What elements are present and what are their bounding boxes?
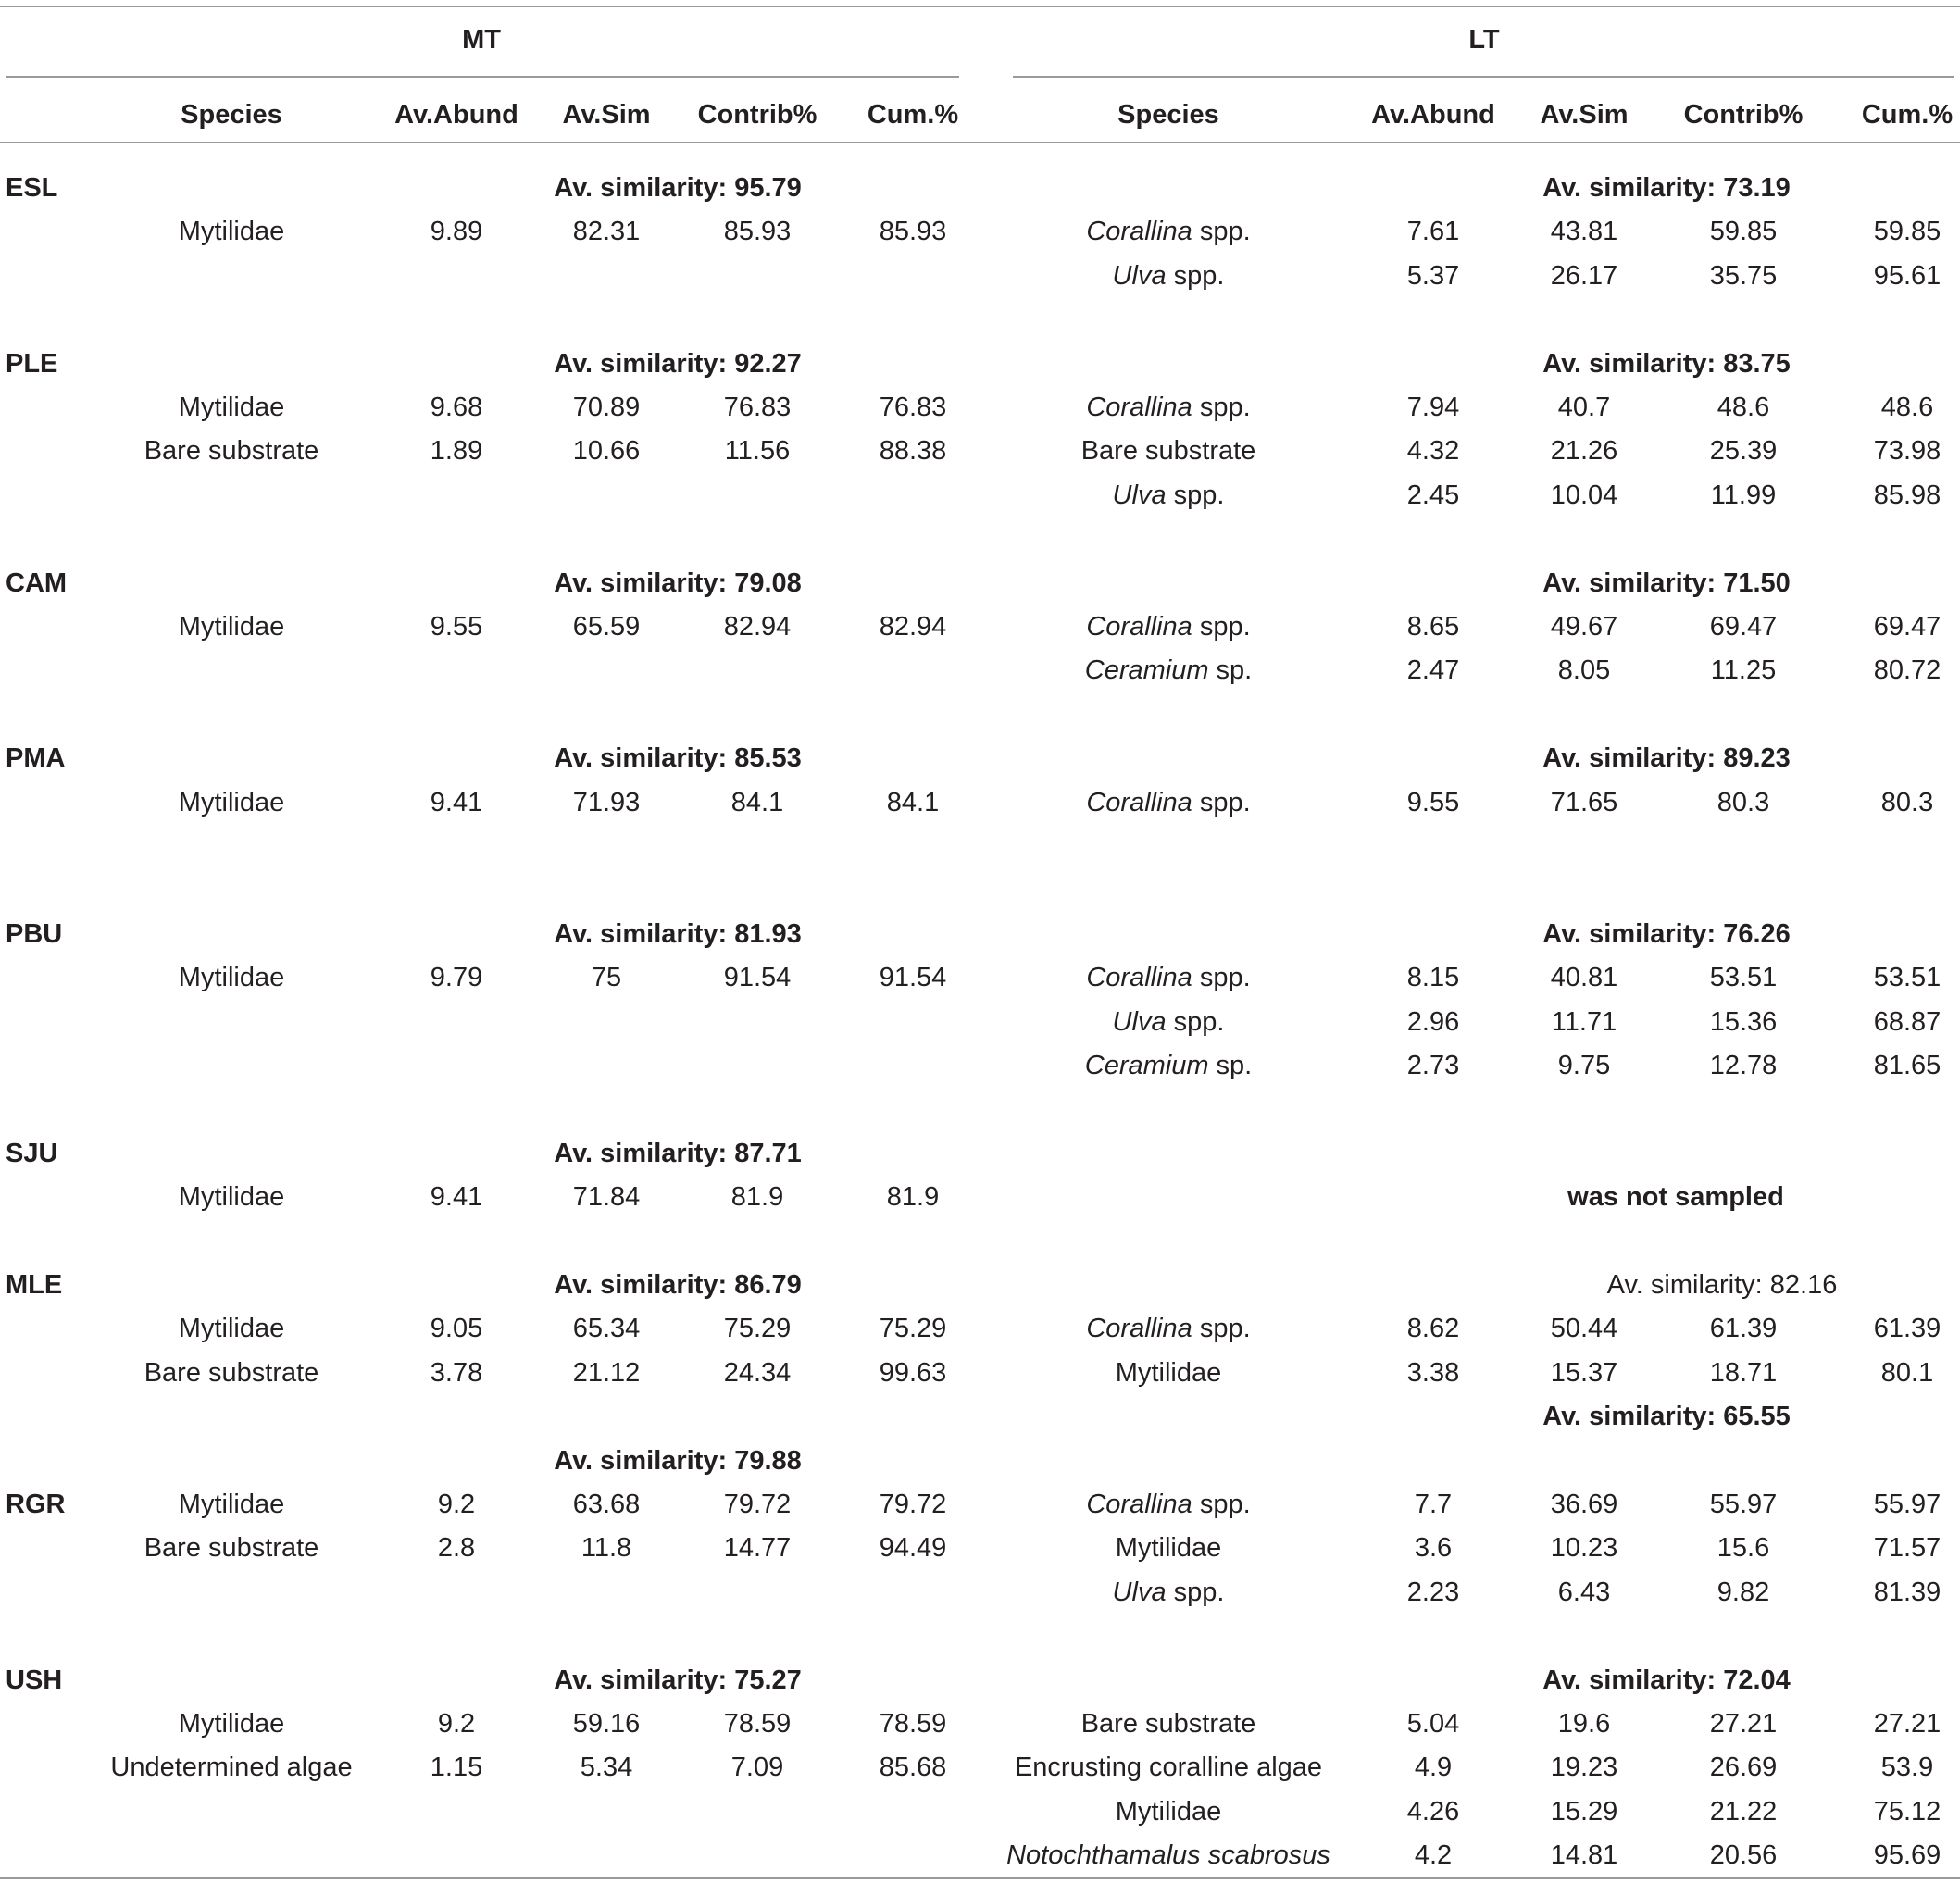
lt-species-cell <box>1086 965 1250 991</box>
mt-cum-header: Cum.% <box>867 100 959 130</box>
lt-note-sju: was not sampled <box>1567 1182 1784 1213</box>
mt-abund-cell: 9.41 <box>430 1182 483 1213</box>
lt-similarity-cam: Av. similarity: 71.50 <box>1542 567 1791 598</box>
lt-species-cell <box>1006 1842 1330 1869</box>
mt-similarity-ple: Av. similarity: 92.27 <box>554 348 802 379</box>
mt-sim-cell: 71.93 <box>572 787 641 817</box>
lt-cum-cell: 61.39 <box>1873 1314 1941 1344</box>
species-name-rest: spp. <box>1166 1577 1225 1607</box>
mt-cum-cell: 76.83 <box>879 393 947 422</box>
lt-abund-cell: 2.73 <box>1406 1051 1460 1080</box>
lt-cum-cell: 95.69 <box>1873 1840 1941 1871</box>
lt-similarity-esl: Av. similarity: 73.19 <box>1542 173 1791 203</box>
lt-abund-cell: 5.37 <box>1406 260 1460 291</box>
lt-abund-cell: 7.61 <box>1406 217 1460 247</box>
lt-sim-cell: 9.75 <box>1557 1051 1611 1080</box>
mt-contrib-cell: 14.77 <box>723 1533 792 1564</box>
lt-sim-cell: 8.05 <box>1557 655 1611 686</box>
species-name-rest: spp. <box>1192 1314 1251 1344</box>
lt-contrib-cell: 12.78 <box>1709 1051 1778 1080</box>
mt-similarity-sju: Av. similarity: 87.71 <box>554 1138 802 1168</box>
lt-cum-cell: 69.47 <box>1873 612 1941 642</box>
mt-contrib-cell: 85.93 <box>723 217 792 247</box>
lt-similarity-mle: Av. similarity: 82.16 <box>1606 1270 1838 1300</box>
mt-similarity-pma: Av. similarity: 85.53 <box>554 743 802 774</box>
species-name-rest: Encrusting coralline algae <box>1014 1752 1323 1783</box>
species-name-rest: spp. <box>1192 963 1251 993</box>
lt-sim-cell: 26.17 <box>1550 260 1618 291</box>
lt-abund-cell: 2.45 <box>1406 480 1460 510</box>
lt-species-cell <box>1115 1357 1222 1388</box>
lt-contrib-cell: 80.3 <box>1717 787 1770 817</box>
lt-av-sim-header: Av.Sim <box>1540 100 1629 130</box>
mt-contrib-cell: 76.83 <box>723 393 792 422</box>
lt-abund-cell: 7.94 <box>1406 393 1460 422</box>
species-name-rest: Mytilidae <box>1115 1796 1222 1827</box>
lt-sim-cell: 40.7 <box>1557 393 1611 422</box>
lt-species-cell <box>1115 1796 1222 1827</box>
mt-similarity-rgr: Av. similarity: 79.88 <box>554 1445 802 1476</box>
lt-cum-cell: 80.1 <box>1880 1357 1934 1388</box>
mt-species-cell: Mytilidae <box>178 393 285 422</box>
lt-cum-cell: 27.21 <box>1873 1709 1941 1739</box>
mt-cum-cell: 85.93 <box>879 217 947 247</box>
mt-species-cell: Bare substrate <box>144 1357 319 1388</box>
species-name-rest: spp. <box>1166 260 1225 291</box>
species-genus-italic: Corallina <box>1086 787 1192 817</box>
mt-contrib-cell: 81.9 <box>730 1182 784 1213</box>
lt-contrib-cell: 69.47 <box>1709 612 1778 642</box>
lt-species-cell <box>1112 260 1225 291</box>
mt-species-cell: Mytilidae <box>178 612 285 642</box>
mt-species-cell: Mytilidae <box>178 963 285 993</box>
mt-group-rule <box>6 76 959 78</box>
lt-abund-cell: 4.26 <box>1406 1796 1460 1827</box>
species-genus-italic: Ulva <box>1112 1577 1167 1607</box>
lt-sim-cell: 14.81 <box>1550 1840 1618 1871</box>
lt-species-cell <box>1081 1711 1256 1738</box>
mt-abund-cell: 9.2 <box>437 1709 476 1739</box>
lt-similarity-ush: Av. similarity: 72.04 <box>1542 1665 1791 1695</box>
lt-abund-cell: 4.9 <box>1414 1752 1453 1783</box>
lt-species-header: Species <box>1117 100 1219 130</box>
species-genus-italic: Corallina <box>1086 1314 1192 1344</box>
mt-abund-cell: 3.78 <box>430 1357 483 1388</box>
mt-species-cell: Undetermined algae <box>110 1752 353 1783</box>
mt-sim-cell: 82.31 <box>572 217 641 247</box>
lt-contrib-cell: 25.39 <box>1709 436 1778 467</box>
mt-sim-cell: 63.68 <box>572 1490 641 1519</box>
species-name-rest: spp. <box>1192 393 1251 422</box>
lt-contrib-cell: 35.75 <box>1709 260 1778 291</box>
lt-contrib-cell: 61.39 <box>1709 1314 1778 1344</box>
species-name-rest: spp. <box>1166 480 1225 510</box>
lt-cum-cell: 59.85 <box>1873 217 1941 247</box>
lt-species-cell <box>1015 1754 1322 1781</box>
lt-species-cell <box>1086 218 1250 245</box>
lt-contrib-cell: 11.99 <box>1710 480 1777 510</box>
species-name-rest: spp. <box>1166 1006 1225 1037</box>
lt-similarity-pbu: Av. similarity: 76.26 <box>1542 918 1791 949</box>
lt-similarity-pma: Av. similarity: 89.23 <box>1542 743 1791 774</box>
mt-similarity-mle: Av. similarity: 86.79 <box>554 1270 802 1300</box>
species-genus-italic: Ceramium <box>1084 1051 1209 1080</box>
site-code-pma: PMA <box>6 743 66 774</box>
lt-cum-cell: 81.39 <box>1873 1577 1941 1607</box>
lt-cum-cell: 55.97 <box>1873 1490 1941 1519</box>
mt-av-abund-header: Av.Abund <box>394 100 518 130</box>
lt-cum-cell: 48.6 <box>1880 393 1934 422</box>
mt-contrib-cell: 11.56 <box>724 436 791 467</box>
mt-sim-cell: 65.34 <box>572 1314 641 1344</box>
mt-sim-cell: 71.84 <box>572 1182 641 1213</box>
mt-cum-cell: 81.9 <box>886 1182 940 1213</box>
mt-cum-cell: 82.94 <box>879 612 947 642</box>
lt-abund-cell: 5.04 <box>1406 1709 1460 1739</box>
top-rule <box>0 6 1960 7</box>
lt-cum-cell: 68.87 <box>1873 1006 1941 1037</box>
lt-group-title: LT <box>1468 25 1500 55</box>
lt-sim-cell: 71.65 <box>1550 787 1618 817</box>
lt-sim-cell: 19.6 <box>1557 1709 1611 1739</box>
mt-cum-cell: 75.29 <box>879 1314 947 1344</box>
lt-abund-cell: 2.47 <box>1406 655 1460 686</box>
site-code-esl: ESL <box>6 173 58 203</box>
site-code-rgr: RGR <box>6 1490 66 1519</box>
mt-similarity-ush: Av. similarity: 75.27 <box>554 1665 802 1695</box>
mt-group-title: MT <box>462 25 501 55</box>
lt-species-cell <box>1085 1053 1253 1079</box>
mt-abund-cell: 9.68 <box>430 393 483 422</box>
lt-contrib-cell: 20.56 <box>1709 1840 1778 1871</box>
mt-sim-cell: 59.16 <box>572 1709 641 1739</box>
species-name-rest: spp. <box>1192 1490 1251 1519</box>
mt-cum-cell: 79.72 <box>879 1490 947 1519</box>
mt-species-cell: Mytilidae <box>178 217 285 247</box>
mt-sim-cell: 5.34 <box>580 1752 633 1783</box>
mt-abund-cell: 9.41 <box>430 787 483 817</box>
mt-similarity-esl: Av. similarity: 95.79 <box>554 173 802 203</box>
lt-species-cell <box>1086 614 1250 641</box>
bottom-rule <box>0 1877 1960 1879</box>
species-genus-italic: Ulva <box>1112 260 1167 291</box>
mt-abund-cell: 1.89 <box>430 436 483 467</box>
lt-abund-cell: 2.23 <box>1406 1577 1460 1607</box>
lt-contrib-cell: 55.97 <box>1709 1490 1778 1519</box>
lt-contrib-cell: 48.6 <box>1717 393 1770 422</box>
lt-cum-cell: 80.3 <box>1880 787 1934 817</box>
lt-species-cell <box>1081 438 1256 465</box>
mt-sim-cell: 70.89 <box>572 393 641 422</box>
mt-cum-cell: 88.38 <box>879 436 947 467</box>
mt-similarity-pbu: Av. similarity: 81.93 <box>554 918 802 949</box>
lt-cum-cell: 85.98 <box>1873 480 1941 510</box>
lt-species-cell <box>1086 1316 1250 1342</box>
species-genus-italic: Notochthamalus scabrosus <box>1006 1840 1330 1871</box>
lt-sim-cell: 11.71 <box>1551 1006 1617 1037</box>
mt-species-header: Species <box>181 100 282 130</box>
lt-abund-cell: 3.38 <box>1406 1357 1460 1388</box>
lt-sim-cell: 40.81 <box>1550 963 1618 993</box>
mt-cum-cell: 85.68 <box>879 1752 947 1783</box>
mt-sim-cell: 75 <box>591 963 622 993</box>
lt-cum-cell: 81.65 <box>1873 1051 1941 1080</box>
mt-cum-cell: 99.63 <box>879 1357 947 1388</box>
lt-species-cell <box>1113 1579 1225 1606</box>
header-rule <box>0 142 1960 143</box>
species-genus-italic: Ulva <box>1112 1006 1167 1037</box>
species-genus-italic: Corallina <box>1086 612 1192 642</box>
species-genus-italic: Corallina <box>1086 393 1192 422</box>
mt-species-cell: Mytilidae <box>178 1182 285 1213</box>
lt-sim-cell: 21.26 <box>1550 436 1618 467</box>
lt-abund-cell: 4.2 <box>1414 1840 1453 1871</box>
mt-sim-cell: 21.12 <box>572 1357 641 1388</box>
mt-species-cell: Mytilidae <box>178 1314 285 1344</box>
lt-contrib-cell: 15.6 <box>1717 1533 1770 1564</box>
lt-cum-cell: 71.57 <box>1873 1533 1941 1564</box>
mt-sim-cell: 65.59 <box>572 612 641 642</box>
mt-abund-cell: 9.55 <box>430 612 483 642</box>
lt-species-cell <box>1086 394 1250 421</box>
mt-cum-cell: 91.54 <box>879 963 947 993</box>
species-name-rest: Bare substrate <box>1080 1709 1256 1739</box>
lt-abund-cell: 2.96 <box>1406 1006 1460 1037</box>
lt-sim-cell: 10.04 <box>1550 480 1618 510</box>
lt-similarity-rgr: Av. similarity: 65.55 <box>1542 1402 1791 1432</box>
lt-sim-cell: 49.67 <box>1550 612 1618 642</box>
lt-contrib-cell: 9.82 <box>1717 1577 1770 1607</box>
species-genus-italic: Corallina <box>1086 217 1192 247</box>
lt-av-abund-header: Av.Abund <box>1371 100 1495 130</box>
lt-abund-cell: 8.15 <box>1406 963 1460 993</box>
site-code-ush: USH <box>6 1665 63 1695</box>
mt-contrib-cell: 24.34 <box>723 1357 792 1388</box>
lt-species-cell <box>1112 1006 1225 1037</box>
mt-species-cell: Mytilidae <box>178 1709 285 1739</box>
mt-contrib-header: Contrib% <box>697 100 818 130</box>
mt-abund-cell: 1.15 <box>430 1752 483 1783</box>
mt-species-cell: Bare substrate <box>144 1533 319 1564</box>
species-genus-italic: Ulva <box>1112 480 1167 510</box>
mt-contrib-cell: 79.72 <box>723 1490 792 1519</box>
mt-sim-cell: 11.8 <box>581 1533 632 1564</box>
lt-cum-cell: 80.72 <box>1873 655 1941 686</box>
lt-contrib-cell: 27.21 <box>1709 1709 1778 1739</box>
mt-abund-cell: 9.2 <box>437 1490 476 1519</box>
mt-contrib-cell: 75.29 <box>723 1314 792 1344</box>
mt-contrib-cell: 84.1 <box>730 787 784 817</box>
lt-sim-cell: 50.44 <box>1550 1314 1618 1344</box>
lt-cum-cell: 73.98 <box>1873 436 1941 467</box>
mt-species-cell: Bare substrate <box>144 436 319 467</box>
lt-abund-cell: 7.7 <box>1414 1490 1453 1519</box>
lt-abund-cell: 8.62 <box>1406 1314 1460 1344</box>
lt-cum-cell: 75.12 <box>1873 1796 1941 1827</box>
species-genus-italic: Ceramium <box>1084 655 1209 686</box>
lt-species-cell <box>1113 482 1225 509</box>
site-code-pbu: PBU <box>6 918 63 949</box>
mt-contrib-cell: 91.54 <box>723 963 792 993</box>
mt-similarity-cam: Av. similarity: 79.08 <box>554 567 802 598</box>
lt-cum-cell: 53.51 <box>1873 963 1941 993</box>
lt-sim-cell: 36.69 <box>1550 1490 1618 1519</box>
mt-contrib-cell: 7.09 <box>730 1752 784 1783</box>
mt-sim-cell: 10.66 <box>572 436 641 467</box>
lt-species-cell <box>1116 1535 1221 1562</box>
mt-cum-cell: 94.49 <box>879 1533 947 1564</box>
lt-contrib-cell: 59.85 <box>1709 217 1778 247</box>
mt-cum-cell: 78.59 <box>879 1709 947 1739</box>
species-genus-italic: Corallina <box>1086 1490 1192 1519</box>
lt-sim-cell: 10.23 <box>1550 1533 1618 1564</box>
lt-contrib-cell: 11.25 <box>1710 655 1777 686</box>
lt-species-cell <box>1086 1491 1250 1518</box>
site-code-cam: CAM <box>6 567 68 598</box>
mt-av-sim-header: Av.Sim <box>562 100 651 130</box>
species-name-rest: sp. <box>1208 655 1253 686</box>
lt-sim-cell: 19.23 <box>1550 1752 1618 1783</box>
lt-contrib-cell: 18.71 <box>1709 1357 1778 1388</box>
lt-species-cell <box>1086 787 1251 817</box>
lt-sim-cell: 15.29 <box>1550 1796 1618 1827</box>
species-name-rest: spp. <box>1192 787 1251 817</box>
lt-contrib-header: Contrib% <box>1683 100 1804 130</box>
species-name-rest: Mytilidae <box>1115 1357 1222 1388</box>
mt-abund-cell: 9.89 <box>430 217 483 247</box>
lt-species-cell <box>1085 657 1253 684</box>
lt-similarity-ple: Av. similarity: 83.75 <box>1542 348 1791 379</box>
species-genus-italic: Corallina <box>1086 963 1192 993</box>
species-name-rest: Bare substrate <box>1080 436 1256 467</box>
site-code-ple: PLE <box>6 348 58 379</box>
mt-species-cell: Mytilidae <box>178 787 285 817</box>
lt-sim-cell: 15.37 <box>1550 1357 1618 1388</box>
mt-contrib-cell: 82.94 <box>723 612 792 642</box>
species-name-rest: Mytilidae <box>1115 1533 1222 1564</box>
lt-contrib-cell: 53.51 <box>1709 963 1778 993</box>
lt-cum-header: Cum.% <box>1861 100 1954 130</box>
lt-sim-cell: 43.81 <box>1550 217 1618 247</box>
lt-group-rule <box>1013 76 1954 78</box>
lt-abund-cell: 9.55 <box>1406 787 1460 817</box>
lt-abund-cell: 3.6 <box>1414 1533 1453 1564</box>
lt-contrib-cell: 15.36 <box>1709 1006 1778 1037</box>
lt-sim-cell: 6.43 <box>1557 1577 1611 1607</box>
lt-cum-cell: 53.9 <box>1880 1752 1934 1783</box>
mt-abund-cell: 2.8 <box>437 1533 476 1564</box>
lt-cum-cell: 95.61 <box>1873 260 1941 291</box>
species-name-rest: spp. <box>1192 217 1251 247</box>
mt-abund-cell: 9.79 <box>430 963 483 993</box>
site-code-sju: SJU <box>6 1138 58 1168</box>
mt-cum-cell: 84.1 <box>886 787 940 817</box>
lt-contrib-cell: 21.22 <box>1709 1796 1778 1827</box>
species-name-rest: spp. <box>1192 612 1251 642</box>
mt-contrib-cell: 78.59 <box>723 1709 792 1739</box>
lt-contrib-cell: 26.69 <box>1709 1752 1778 1783</box>
mt-species-cell: Mytilidae <box>178 1490 285 1519</box>
lt-abund-cell: 4.32 <box>1406 436 1460 467</box>
lt-abund-cell: 8.65 <box>1406 612 1460 642</box>
mt-abund-cell: 9.05 <box>430 1314 483 1344</box>
site-code-mle: MLE <box>6 1270 63 1300</box>
species-name-rest: sp. <box>1208 1051 1253 1080</box>
